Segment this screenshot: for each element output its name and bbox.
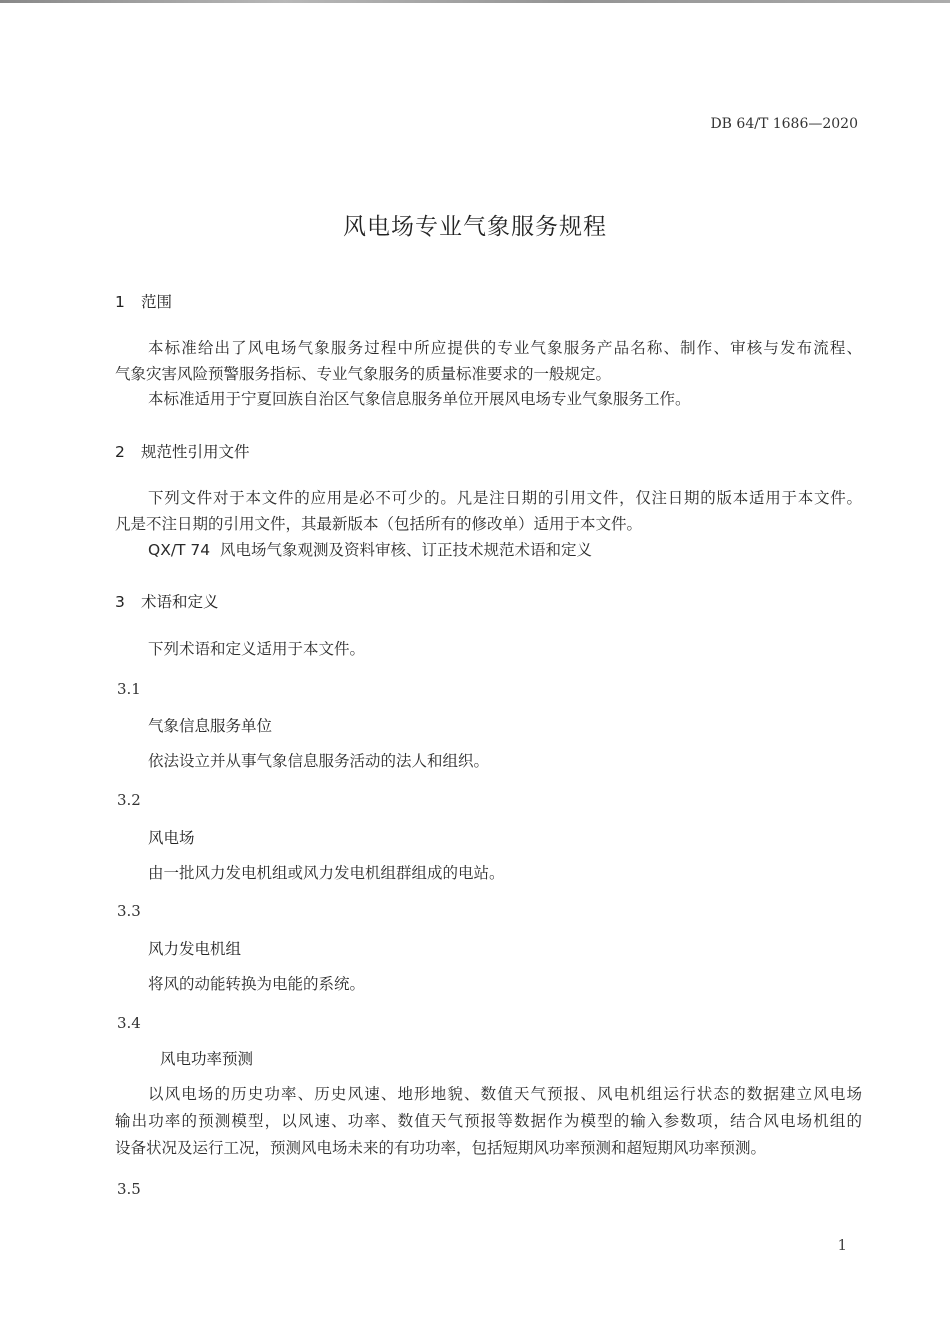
term-name: 气象信息服务单位 (148, 717, 273, 735)
term-name: 风电场 (148, 829, 195, 847)
term-name: 风力发电机组 (148, 940, 242, 958)
paragraph-line: 下列文件对于本文件的应用是必不可少的。凡是注日期的引用文件，仅注日期的版本适用于本文件。 (148, 489, 862, 507)
clause-number: 3.2 (117, 791, 141, 809)
section-number: 1 (115, 293, 125, 311)
paragraph: 下列术语和定义适用于本文件。 (148, 640, 366, 658)
section-number: 3 (115, 593, 125, 611)
section-title: 术语和定义 (141, 593, 219, 611)
term-definition-line: 输出功率的预测模型，以风速、功率、数值天气预报等数据作为模型的输入参数项，结合风电场机组的 (115, 1112, 862, 1130)
section-1-heading (115, 290, 172, 312)
paragraph-line: 气象灾害风险预警服务指标、专业气象服务的质量标准要求的一般规定。 (115, 365, 612, 383)
term-definition-line: 设备状况及运行工况，预测风电场未来的有功功率，包括短期风功率预测和超短期风功率预测。 (115, 1139, 767, 1157)
section-title: 范围 (141, 293, 173, 311)
clause-number: 3.1 (117, 680, 141, 698)
term-definition: 将风的动能转换为电能的系统。 (148, 975, 366, 993)
term-name: 风电功率预测 (160, 1050, 254, 1068)
clause-number: 3.3 (117, 902, 141, 920)
scan-top-edge (0, 0, 950, 3)
paragraph-line: 凡是不注日期的引用文件，其最新版本（包括所有的修改单）适用于本文件。 (115, 515, 643, 533)
normative-reference: QX/T 74 风电场气象观测及资料审核、订正技术规范术语和定义 (148, 541, 593, 559)
paragraph-line: 本标准给出了风电场气象服务过程中所应提供的专业气象服务产品名称、制作、审核与发布流程、 (148, 339, 862, 357)
section-number: 2 (115, 443, 125, 461)
clause-number: 3.4 (117, 1014, 141, 1032)
term-definition-line: 以风电场的历史功率、历史风速、地形地貌、数值天气预报、风电机组运行状态的数据建立风电场 (148, 1085, 862, 1103)
document-title: 风电场专业气象服务规程 (343, 214, 607, 240)
term-definition: 由一批风力发电机组或风力发电机组群组成的电站。 (148, 864, 505, 882)
page-number: 1 (837, 1236, 847, 1254)
term-definition: 依法设立并从事气象信息服务活动的法人和组织。 (148, 752, 490, 770)
document-number: DB 64/T 1686—2020 (710, 116, 858, 132)
section-title: 规范性引用文件 (141, 443, 250, 461)
section-3-heading (115, 590, 219, 612)
section-2-heading (115, 440, 250, 462)
paragraph: 本标准适用于宁夏回族自治区气象信息服务单位开展风电场专业气象服务工作。 (148, 390, 691, 408)
clause-number: 3.5 (117, 1180, 141, 1198)
